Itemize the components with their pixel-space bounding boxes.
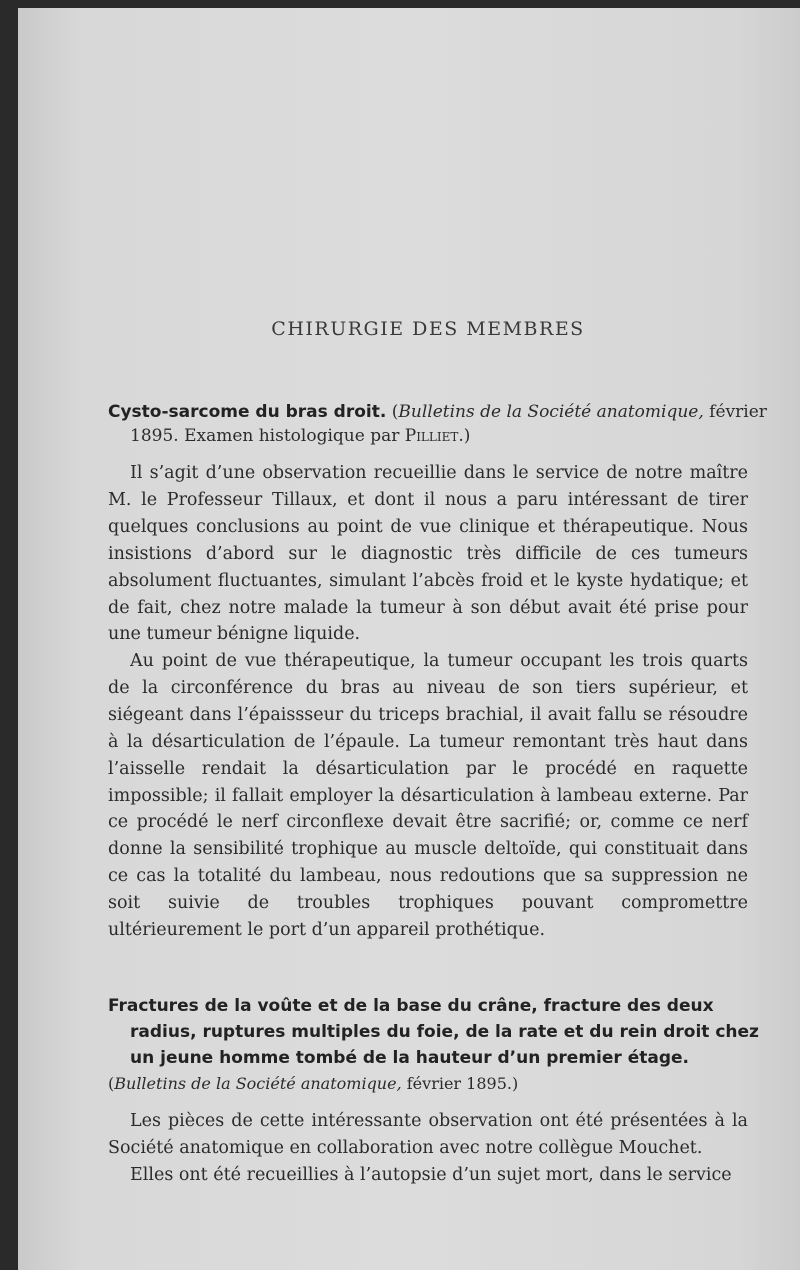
entry-2-cite-date: février 1895.) [401,1074,519,1093]
entry-2-cite-open: ( [108,1074,115,1093]
entry-2-heading [108,993,770,1097]
entry-2-citation [108,1071,770,1097]
entry-1-cite-date: février 1895. Examen histologique par [130,402,767,446]
entry-1-heading [108,400,770,448]
entry-1-cite-open: ( [386,402,399,422]
entry-1-paragraph-2: Au point de vue thérapeutique, la tumeur occupant les trois quarts de la circonférence du bras au niveau de son tiers supérieur, et siégeant dans l’épaissseur du triceps brachial, il avait fallu se résoudre à la désarticulation de l’épaule. La tumeur remontant très haut dans l’aisselle rendait la désarticulation par le procédé en raquette impossible; il fallait employer la désarticulation à lambeau externe. Par ce procédé le nerf circonflexe devait être sacrifié; or, comme ce nerf donne la sensibilité trophique au muscle deltoïde, qui constituait dans ce cas la totalité du lambeau, nous redoutions que sa suppression ne soit suivie de troubles trophiques pouvant compromettre ultérieurement le port d’un appareil prothétique. [108,651,748,941]
section-title: CHIRURGIE DES MEMBRES [271,318,585,340]
entry-1-cite-journal: Bulletins de la Société anatomique, [398,402,704,422]
entry-1-cite-close: .) [458,426,471,446]
book-page [18,8,800,1270]
entry-2-paragraph-2: Elles ont été recueillies à l’autopsie d’un sujet mort, dans le service [130,1165,732,1185]
entry-2-paragraph-1: Les pièces de cette intéressante observation ont été présentées à la Société anatomique en collaboration avec notre collègue Mouchet. [108,1111,748,1158]
entry-1-cite-author: Pilliet [404,426,459,446]
entry-2-title: Fractures de la voûte et de la base du crâne, fracture des deux radius, ruptures multiples du foie, de la rate et du rein droit chez un jeune homme tombé de la hauteur d’un premier étage. [108,996,759,1068]
entry-2-cite-journal: Bulletins de la Société anatomique, [114,1074,402,1093]
entry-1-paragraph-1: Il s’agit d’une observation recueillie dans le service de notre maître M. le Professeur Tillaux, et dont il nous a paru intéressant de tirer quelques conclusions au point de vue clinique et thérapeutique. Nous insistions d’abord sur le diagnostic très difficile de ces tumeurs absolument fluctuantes, simulant l’abcès froid et le kyste hydatique; et de fait, chez notre malade la tumeur à son début avait été prise pour une tumeur bénigne liquide. [108,463,748,645]
entry-1-title: Cysto-sarcome du bras droit. [108,402,387,422]
